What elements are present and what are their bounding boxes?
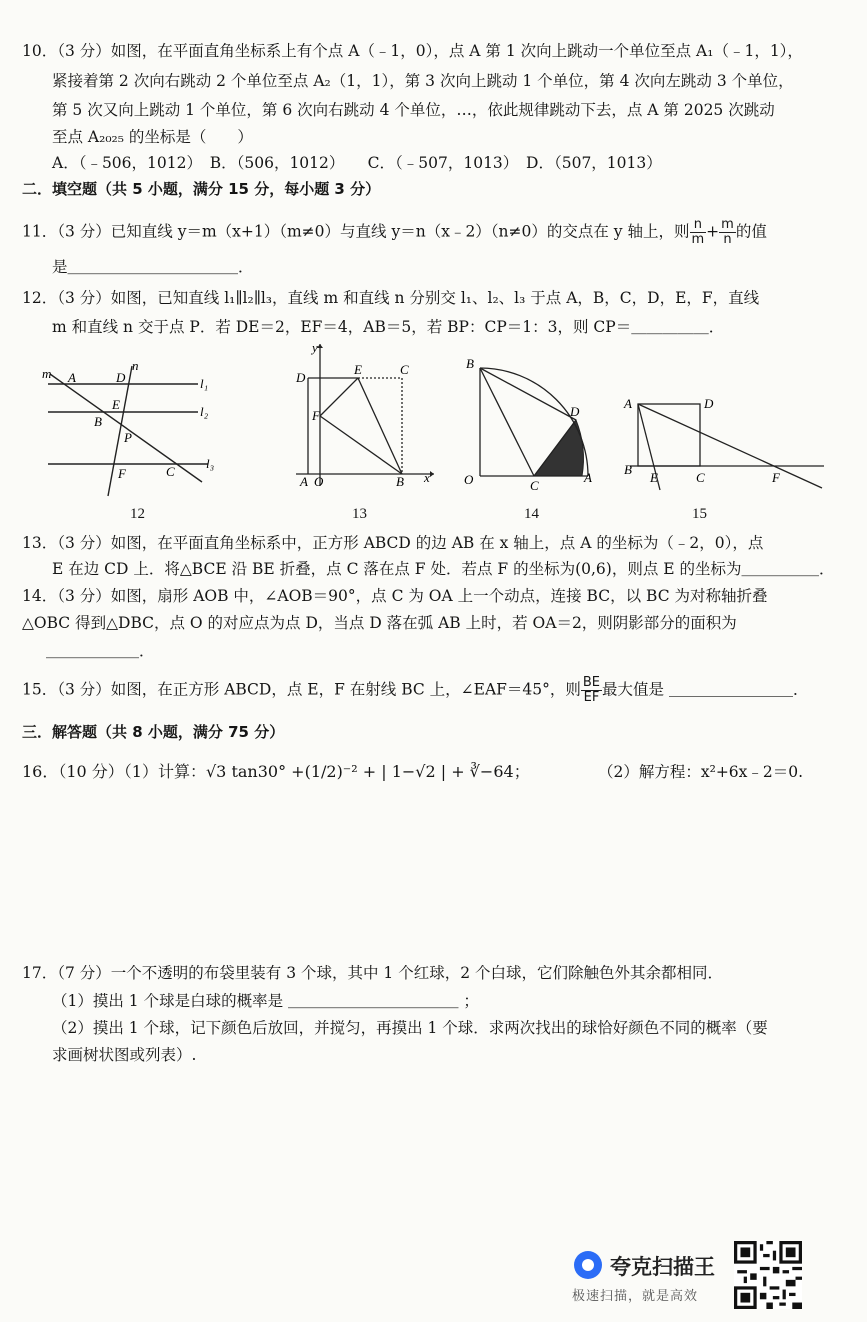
- q12-line1: 12．（3 分）如图，已知直线 l₁∥l₂∥l₃，直线 m 和直线 n 分别交 l₁、l₂、l₃ 于点 A，B，C，D，E，F，直线: [22, 289, 760, 307]
- label-D: D: [704, 396, 714, 411]
- shaded-region: [534, 420, 583, 476]
- q16-part2: （2）解方程：x²+6x﹣2＝0.: [598, 763, 804, 781]
- caption-14: 14: [524, 506, 539, 522]
- caption-13: 13: [352, 506, 367, 522]
- segment-AF: [638, 404, 822, 488]
- label-C: C: [400, 362, 409, 377]
- q16-part1: 16．（10 分）（1）计算：√3 tan30° +(1/2)⁻² + | 1−√2 | + ∛−64；: [22, 762, 530, 781]
- label-A: A: [584, 470, 592, 485]
- fraction-n-over-m: $\frac{n}{m}$: [691, 217, 705, 247]
- label-B: B: [624, 462, 632, 477]
- label-P: P: [124, 430, 132, 445]
- fraction-m-over-n: $\frac{m}{n}$: [721, 217, 734, 247]
- quark-logo-icon: [574, 1251, 602, 1279]
- label-D: D: [116, 370, 126, 385]
- q11-line2: 是＿＿＿＿＿＿＿＿＿＿＿．: [52, 258, 254, 276]
- label-D: D: [570, 404, 580, 419]
- label-F: F: [772, 470, 780, 485]
- q11-text: 11．（3 分）已知直线 y＝m（x+1）（m≠0）与直线 y＝n（x﹣2）（n≠0）的交点在 y 轴上，则: [22, 222, 690, 241]
- segment-BD: [480, 368, 576, 420]
- q17-line3: （2）摸出 1 个球，记下颜色后放回，并搅匀，再摸出 1 个球．求两次找出的球恰好颜色不同的概率（要: [52, 1019, 768, 1037]
- figure-14: [458, 356, 598, 496]
- q11-line1: 11．（3 分）已知直线 y＝m（x+1）（m≠0）与直线 y＝n（x﹣2）（n≠0）的交点在 y 轴上，则 $\frac{n}{m}$ + $\frac{m}{n}$ 的值: [22, 217, 767, 247]
- q10-line4: 至点 A₂₀₂₅ 的坐标是（ ）: [52, 128, 253, 146]
- caption-12: 12: [130, 506, 145, 522]
- q12-line2: m 和直线 n 交于点 P．若 DE＝2，EF＝4，AB＝5，若 BP：CP＝1：3，则 CP＝＿＿＿＿＿．: [52, 318, 725, 336]
- label-C: C: [166, 464, 175, 479]
- label-l1: l₁: [200, 376, 209, 391]
- q14-line1: 14．（3 分）如图，扇形 AOB 中，∠AOB＝90°，点 C 为 OA 上一个动点，连接 BC，以 BC 为对称轴折叠: [22, 587, 768, 605]
- label-A: A: [624, 396, 632, 411]
- q15-text: 15．（3 分）如图，在正方形 ABCD，点 E，F 在射线 BC 上，∠EAF＝45°，则: [22, 680, 581, 699]
- label-F: F: [312, 408, 320, 423]
- scanner-watermark: [570, 1243, 730, 1307]
- section-2-heading: 二．填空题（共 5 小题，满分 15 分，每小题 3 分）: [22, 180, 381, 198]
- q13-line1: 13．（3 分）如图，在平面直角坐标系中，正方形 ABCD 的边 AB 在 x 轴上，点 A 的坐标为（﹣2，0），点: [22, 534, 764, 552]
- label-B: B: [396, 474, 404, 489]
- label-E: E: [354, 362, 362, 377]
- q15-line1: 15．（3 分）如图，在正方形 ABCD，点 E，F 在射线 BC 上，∠EAF＝45°，则 $\frac{BE}{EF}$ 最大值是 ＿＿＿＿＿＿＿＿．: [22, 675, 809, 705]
- q14-line2: △OBC 得到△DBC，点 O 的对应点为点 D，当点 D 落在弧 AB 上时，若 OA＝2，则阴影部分的面积为: [22, 614, 737, 632]
- watermark-brand: 夸克扫描王: [610, 1255, 715, 1279]
- label-D: D: [296, 370, 306, 385]
- q10-line2: 紧接着第 2 次向右跳动 2 个单位至点 A₂（1，1），第 3 次向上跳动 1 个单位，第 4 次向左跳动 3 个单位，: [52, 72, 794, 90]
- figure-15: [620, 390, 830, 500]
- segment-BC: [480, 368, 534, 476]
- caption-15: 15: [692, 506, 707, 522]
- label-C: C: [530, 478, 539, 493]
- square-ABCD: [638, 404, 700, 466]
- watermark-slogan: 极速扫描，就是高效: [572, 1289, 699, 1304]
- label-l3: l₃: [206, 456, 215, 471]
- segment-FB: [320, 416, 402, 474]
- q17-line4: 求画树状图或列表）.: [52, 1046, 197, 1064]
- label-O: O: [314, 474, 324, 489]
- section-3-heading: 三．解答题（共 8 小题，满分 75 分）: [22, 723, 285, 741]
- label-F: F: [118, 466, 126, 481]
- figure-12: [38, 360, 228, 500]
- q17-line2: （1）摸出 1 个球是白球的概率是 ＿＿＿＿＿＿＿＿＿＿＿ ；: [52, 992, 479, 1010]
- label-x: x: [424, 470, 430, 485]
- qr-code-icon: [734, 1241, 802, 1309]
- label-A: A: [68, 370, 76, 385]
- q10-line1: 10．（3 分）如图，在平面直角坐标系上有个点 A（﹣1，0），点 A 第 1 次向上跳动一个单位至点 A₁（﹣1，1），: [22, 42, 803, 60]
- q17-line1: 17．（7 分）一个不透明的布袋里装有 3 个球，其中 1 个红球，2 个白球，它们除触色外其余都相同．: [22, 964, 723, 982]
- label-B: B: [94, 414, 102, 429]
- label-E: E: [112, 397, 120, 412]
- q14-line3: ＿＿＿＿＿＿．: [46, 642, 155, 660]
- segment-FE: [320, 378, 358, 416]
- fraction-BE-over-EF: $\frac{BE}{EF}$: [582, 675, 601, 705]
- q10-options: A．（﹣506，1012） B．（506，1012） C．（﹣507，1013） D．（507，1013）: [52, 154, 662, 172]
- segment-EB: [358, 378, 402, 474]
- label-l2: l₂: [200, 404, 209, 419]
- q13-line2: E 在边 CD 上．将△BCE 沿 BE 折叠，点 C 落在点 F 处．若点 F 的坐标为(0,6)，则点 E 的坐标为＿＿＿＿＿．: [52, 560, 835, 578]
- label-n: n: [132, 360, 139, 373]
- q10-line3: 第 5 次又向上跳动 1 个单位，第 6 次向右跳动 4 个单位，…，依此规律跳动下去，点 A 第 2025 次跳动: [52, 101, 775, 119]
- label-m: m: [42, 366, 52, 381]
- label-y: y: [312, 340, 318, 355]
- label-B: B: [466, 356, 474, 371]
- label-C: C: [696, 470, 705, 485]
- label-A: A: [300, 474, 308, 489]
- figure-13: [286, 338, 436, 498]
- line-m: [50, 374, 202, 482]
- label-E: E: [650, 470, 658, 485]
- label-O: O: [464, 472, 474, 487]
